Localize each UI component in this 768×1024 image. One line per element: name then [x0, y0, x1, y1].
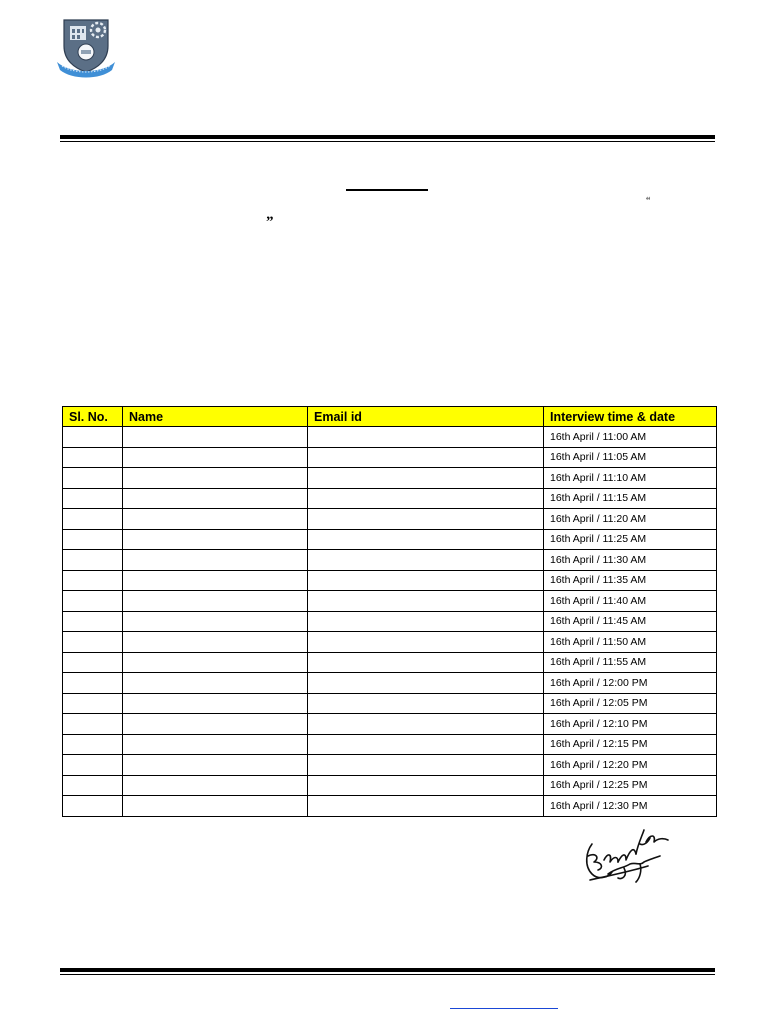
notice-title-underline: [346, 189, 428, 191]
table-row: [63, 550, 717, 571]
cell-interview-time: 16th April / 11:15 AM: [544, 488, 717, 509]
table-row: [63, 611, 717, 632]
opening-quote: “: [646, 196, 651, 207]
cell-sl-no: [63, 755, 123, 776]
cell-sl-no: [63, 796, 123, 817]
cell-name: [123, 509, 308, 530]
cell-sl-no: [63, 611, 123, 632]
cell-name: [123, 714, 308, 735]
closing-quote: ”: [266, 214, 274, 230]
cell-email: [308, 673, 544, 694]
cell-email: [308, 591, 544, 612]
cell-name: [123, 468, 308, 489]
table-row: [63, 529, 717, 550]
cell-name: [123, 488, 308, 509]
cell-email: [308, 755, 544, 776]
cell-interview-time: 16th April / 12:20 PM: [544, 755, 717, 776]
cell-interview-time: 16th April / 12:15 PM: [544, 734, 717, 755]
table-row: [63, 468, 717, 489]
cell-sl-no: [63, 652, 123, 673]
cell-email: [308, 632, 544, 653]
cell-interview-time: 16th April / 11:50 AM: [544, 632, 717, 653]
table-row: [63, 755, 717, 776]
footer-link-underline[interactable]: [450, 1008, 558, 1009]
cell-name: [123, 427, 308, 448]
table-row: [63, 714, 717, 735]
cell-sl-no: [63, 447, 123, 468]
column-header-interview-time: Interview time & date: [544, 407, 717, 427]
cell-sl-no: [63, 775, 123, 796]
institute-logo: [54, 16, 118, 82]
table-header-row: [63, 407, 717, 427]
cell-email: [308, 714, 544, 735]
cell-email: [308, 652, 544, 673]
cell-name: [123, 447, 308, 468]
table-row: [63, 509, 717, 530]
cell-name: [123, 673, 308, 694]
table-row: [63, 591, 717, 612]
table-row: [63, 427, 717, 448]
cell-interview-time: 16th April / 12:30 PM: [544, 796, 717, 817]
institute-crest-icon: [54, 16, 118, 82]
cell-sl-no: [63, 550, 123, 571]
cell-email: [308, 693, 544, 714]
column-header-name: Name: [123, 407, 308, 427]
cell-sl-no: [63, 427, 123, 448]
cell-name: [123, 693, 308, 714]
table-row: [63, 570, 717, 591]
cell-interview-time: 16th April / 11:10 AM: [544, 468, 717, 489]
cell-sl-no: [63, 632, 123, 653]
cell-interview-time: 16th April / 11:45 AM: [544, 611, 717, 632]
cell-email: [308, 488, 544, 509]
cell-email: [308, 529, 544, 550]
cell-email: [308, 427, 544, 448]
cell-email: [308, 447, 544, 468]
cell-name: [123, 796, 308, 817]
cell-name: [123, 775, 308, 796]
footer-divider: [60, 968, 715, 975]
table-row: [63, 632, 717, 653]
table-body: [63, 427, 717, 817]
cell-interview-time: 16th April / 11:05 AM: [544, 447, 717, 468]
header-divider: [60, 135, 715, 142]
cell-interview-time: 16th April / 11:25 AM: [544, 529, 717, 550]
table-row: [63, 652, 717, 673]
cell-name: [123, 755, 308, 776]
cell-name: [123, 591, 308, 612]
table-row: [63, 775, 717, 796]
cell-sl-no: [63, 714, 123, 735]
cell-sl-no: [63, 468, 123, 489]
cell-name: [123, 652, 308, 673]
table-row: [63, 734, 717, 755]
cell-interview-time: 16th April / 11:55 AM: [544, 652, 717, 673]
cell-email: [308, 775, 544, 796]
cell-interview-time: 16th April / 12:00 PM: [544, 673, 717, 694]
cell-sl-no: [63, 734, 123, 755]
cell-email: [308, 550, 544, 571]
table-row: [63, 796, 717, 817]
cell-email: [308, 509, 544, 530]
signature: [578, 822, 680, 886]
cell-interview-time: 16th April / 11:00 AM: [544, 427, 717, 448]
cell-name: [123, 611, 308, 632]
cell-sl-no: [63, 509, 123, 530]
column-header-email: Email id: [308, 407, 544, 427]
cell-sl-no: [63, 488, 123, 509]
cell-name: [123, 570, 308, 591]
cell-name: [123, 529, 308, 550]
cell-email: [308, 734, 544, 755]
table-row: [63, 693, 717, 714]
cell-sl-no: [63, 673, 123, 694]
table-row: [63, 447, 717, 468]
cell-interview-time: 16th April / 11:20 AM: [544, 509, 717, 530]
handwritten-signature-icon: [578, 822, 680, 886]
cell-interview-time: 16th April / 11:30 AM: [544, 550, 717, 571]
cell-interview-time: 16th April / 11:35 AM: [544, 570, 717, 591]
column-header-sl-no: Sl. No.: [63, 407, 123, 427]
cell-sl-no: [63, 591, 123, 612]
cell-sl-no: [63, 529, 123, 550]
cell-name: [123, 734, 308, 755]
cell-email: [308, 796, 544, 817]
cell-interview-time: 16th April / 12:10 PM: [544, 714, 717, 735]
table-row: [63, 673, 717, 694]
cell-interview-time: 16th April / 11:40 AM: [544, 591, 717, 612]
cell-interview-time: 16th April / 12:05 PM: [544, 693, 717, 714]
cell-email: [308, 570, 544, 591]
table-row: [63, 488, 717, 509]
cell-sl-no: [63, 570, 123, 591]
cell-name: [123, 632, 308, 653]
cell-sl-no: [63, 693, 123, 714]
cell-email: [308, 468, 544, 489]
cell-email: [308, 611, 544, 632]
cell-name: [123, 550, 308, 571]
cell-interview-time: 16th April / 12:25 PM: [544, 775, 717, 796]
interview-schedule-table: [62, 406, 717, 817]
